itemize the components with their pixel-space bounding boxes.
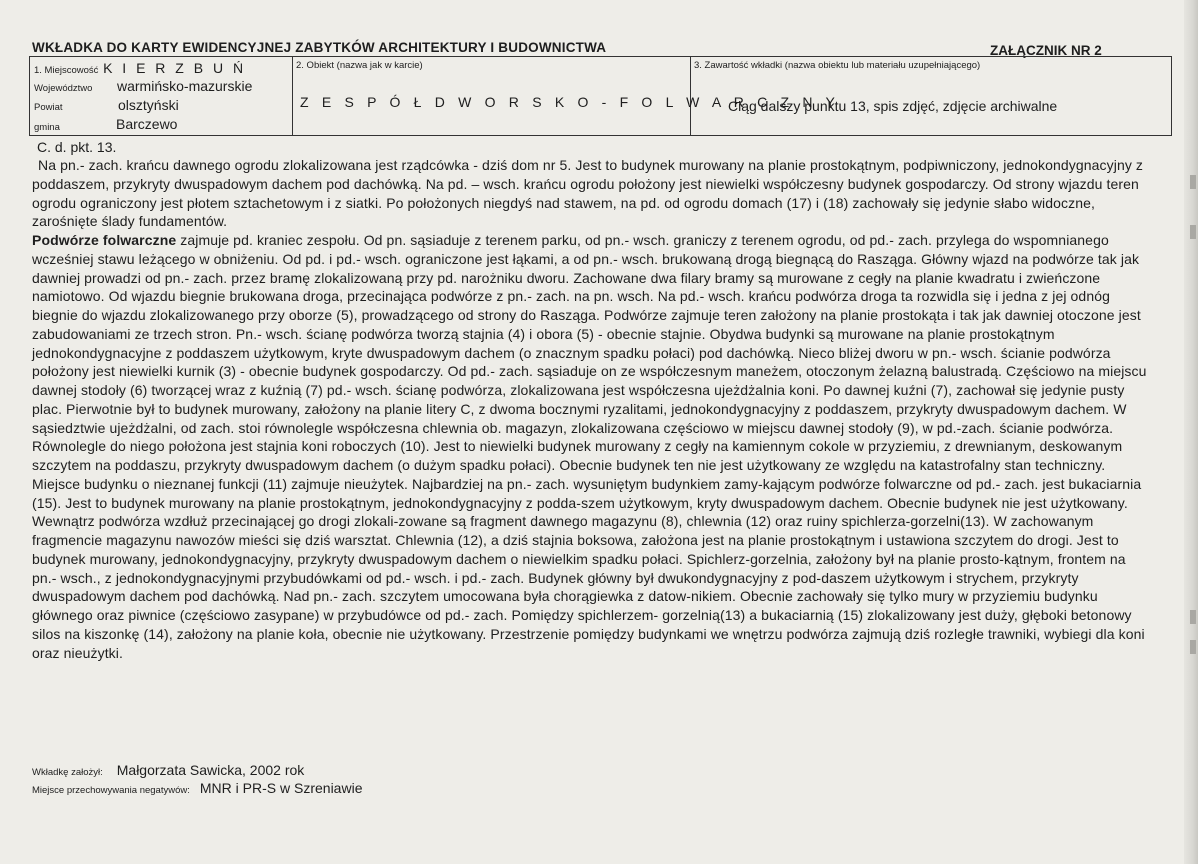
- place-value: K I E R Z B U Ń: [103, 60, 247, 76]
- commune-value: Barczewo: [116, 116, 178, 132]
- annex-number: ZAŁĄCZNIK NR 2: [990, 43, 1102, 58]
- commune-label: gmina: [34, 122, 60, 133]
- continuation-label: C. d. pkt. 13.: [37, 139, 117, 155]
- storage-line: [32, 780, 362, 796]
- contents-label: 3. Zawartość wkładki (nazwa obiektu lub materiału uzupełniającego): [694, 60, 981, 71]
- location-cell: [30, 57, 293, 135]
- contents-cell: [690, 57, 1171, 135]
- body-text: [32, 156, 1150, 662]
- storage-value: MNR i PR-S w Szreniawie: [199, 780, 363, 796]
- place-label: 1. Miejscowość: [34, 65, 99, 76]
- county-value: olsztyński: [118, 97, 179, 113]
- document-title: WKŁADKA DO KARTY EWIDENCYJNEJ ZABYTKÓW ARCHITEKTURY I BUDOWNICTWA: [32, 40, 607, 55]
- object-value: Z E S P Ó Ł D W O R S K O - F O L W A R C Z N Y: [300, 94, 840, 110]
- farmyard-heading: Podwórze folwarczne: [32, 232, 177, 248]
- author-value: Małgorzata Sawicka, 2002 rok: [116, 762, 305, 778]
- voivodeship-value: warmińsko-mazurskie: [117, 78, 253, 94]
- paragraph-farmyard: [32, 231, 1150, 662]
- voivodeship-label: Województwo: [34, 83, 93, 94]
- paragraph-garden: Na pn.- zach. krańcu dawnego ogrodu zlokalizowana jest rządcówka - dziś dom nr 5. Jest to budynek murowany na planie prostokątnym, podpiwniczony, jednokondygnacyjny z poddaszem, przykryty dwuspadowym dachem pod dachówką. Na pd. – wsch. krańcu ogrodu położony jest niewielki współczesny budynek gospodarczy. Od strony wjazdu teren ogrodu ograniczony jest płotem sztachetowym i z siatki. Po położonych niegdyś nad stawem, na pd. od ogrodu domach (17) i (18) zachowały się jedynie słabo widoczne, zarośnięte ślady fundamentów.: [32, 157, 1144, 230]
- storage-label: Miejsce przechowywania negatywów:: [32, 785, 190, 796]
- contents-value: Ciąg dalszy punktu 13, spis zdjęć, zdjęcie archiwalne: [728, 98, 1058, 114]
- author-label: Wkładkę założył:: [32, 767, 103, 778]
- object-label: 2. Obiekt (nazwa jak w karcie): [296, 60, 423, 71]
- farmyard-text: zajmuje pd. kraniec zespołu. Od pn. sąsiaduje z terenem parku, od pn.- wsch. graniczy z terenem ogrodu, od pd.- zach. przylega do wspomnianego wcześniej stawu leżącego w obniżeniu. Od pd. i pd.- wsch. ograniczone jest łąkami, a od pn.- wsch. brukowaną drogą biegnącą do Rasząga. Główny wjazd na podwórze tak jak dawniej prowadzi od pn.- zach. przez bramę zlokalizowaną przy pd. narożniku dworu. Zachowane dwa filary bramy są murowane z cegły na planie kwadratu i zwieńczone namiotowo. Od wjazdu biegnie brukowana droga, przecinająca podwórze z pn.- zach. na pn. wsch. Na pd.- wsch. krańcu podwórza droga ta rozwidla się i jedna z jej odnóg biegnie do wjazdu zlokalizowanego przy oborze (5), prowadzącego od strony do Rasząga. Podwórze zajmuje teren założony na planie prostokąta i tak jak dawniej otoczone jest zabudowaniami ze trzech stron. Pn.- wsch. ścianę podwórza tworzą stajnia (4) i obora (5) - obecnie stajnie. Obydwa budynki są murowane na planie prostokątnym jednokondygnacyjne z poddaszem użytkowym, kryte dwuspadowym dachem (o znacznym spadku połaci) pod dachówką. Nieco bliżej dworu w pn.- wsch. ścianie podwórza położony jest niewielki kurnik (3) - obecnie budynek gospodarczy. Od pd.- zach. sąsiaduje on ze współczesnym maneżem, otoczonym żelazną balustradą. Częściowo na miejscu dawnej stodoły (6) tworzącej wraz z kuźnią (7) pd.- wsch. ścianę podwórza, zlokalizowana jest współczesna ujeżdżalnia koni. Po dawnej kuźni (7), zachował się jedynie pusty plac. Pierwotnie był to budynek murowany, założony na planie litery C, z dwoma bocznymi ryzalitami, jednokondygnacyjny z poddaszem, przykryty dwuspadowym dachem. W sąsiedztwie ujeżdżalni, od zach. stoi równolegle współczesna chlewnia ob. magazyn, zlokalizowana częściowo w miejscu dawnej stodoły (9), w pd.-zach. ścianie podwórza. Równolegle do niego położona jest stajnia koni roboczych (10). Jest to niewielki budynek murowany z cegły na kamiennym cokole w przyziemiu, z drewnianym, deskowanym szczytem na poddaszu, przykryty dwuspadowym dachem (o dużym spadku połaci). Obecnie budynek ten nie jest użytkowany ze względu na katastrofalny stan techniczny. Miejsce budynku o nieznanej funkcji (11) zajmuje nieużytek. Najbardziej na pn.- zach. wysuniętym budynkiem zamy-kającym podwórze folwarczne od pd.- zach. jest bukaciarnia (15). Jest to budynek murowany na planie prostokątnym, jednokondygnacyjny z podda-szem użytkowym, kryty dwuspadowym dachem. Obecnie budynek nie jest użytkowany. Wewnątrz podwórza wzdłuż przecinającej go drogi zlokali-zowane są fragment dawnego magazynu (8), chlewnia (12) oraz ruiny spichlerza-gorzelni(13). W zachowanym fragmencie magazynu nawozów mieści się dziś warsztat. Chlewnia (12), a dziś stajnia boksowa, założona jest na planie prostokątnym i ustawiona szczytem do drogi. Jest to budynek murowany, jednokondygnacyjny, przykryty dwuspadowym dachem o niewielkim spadku połaci. Spichlerz-gorzelnia, założony był na planie prosto-kątnym, frontem na pn.- wsch., z jednokondygnacyjnymi przybudówkami od pd.- wsch. i pd.- zach. Budynek główny był dwukondygnacyjny z pod-daszem użytkowym i strychem, przykryty dwuspadowym dachem pod dachówką. Nad pn.- zach. szczytem umocowana była chorągiewka z datow-nikiem. Obecnie zachowały się tylko mury w przyziemiu budynku głównego oraz piwnice (częściowo zasypane) w przybudówce od pd.- zach. Pomiędzy spichlerzem- gorzelnią(13) a bukaciarnią (15) zlokalizowany jest duży, głęboki betonowy silos na kiszonkę (14), założony na planie koła, obecnie nie użytkowany. Przestrzenie pomiędzy budynkami we wnętrzu podwórza zajmują dziś rozległe trawniki, wybiegi dla koni oraz nieużytki.: [32, 232, 1147, 661]
- author-line: [32, 762, 304, 778]
- card-edge: [1184, 0, 1198, 864]
- header-table: [29, 56, 1172, 136]
- county-label: Powiat: [34, 102, 63, 113]
